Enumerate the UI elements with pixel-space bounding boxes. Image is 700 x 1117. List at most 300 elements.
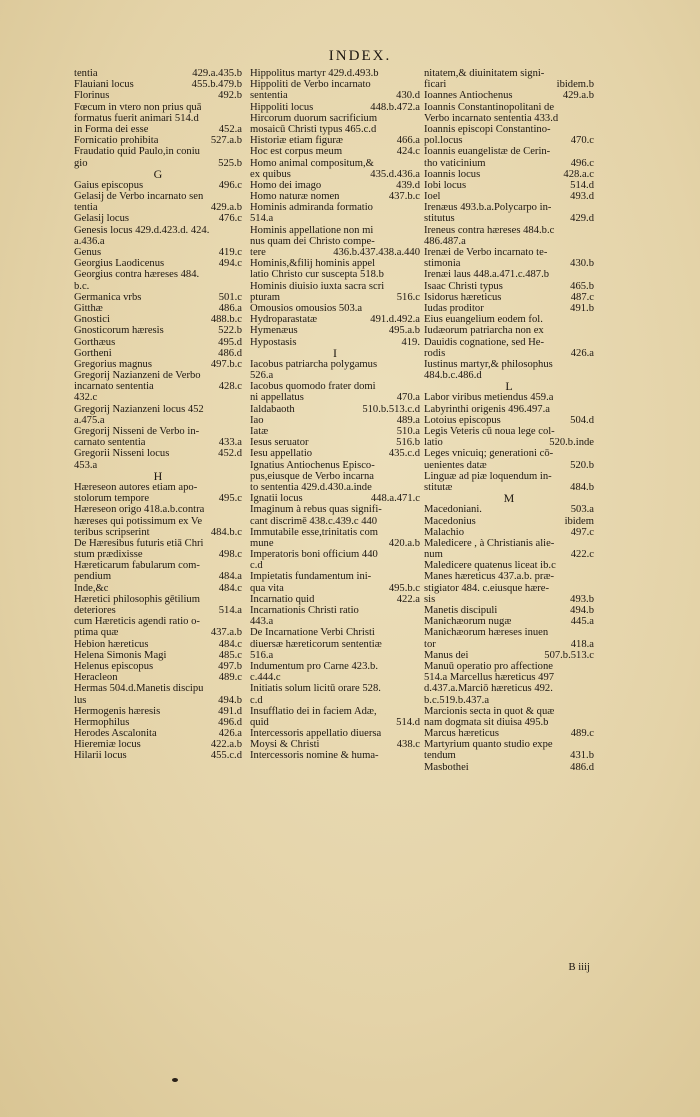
index-entry: Hippoliti de Verbo incarnato — [250, 79, 371, 91]
index-line — [424, 605, 594, 616]
index-entry: Fraudatio quid Paulo,in coniu — [74, 146, 200, 158]
index-entry: lus — [74, 694, 87, 706]
index-entry: Hoc est corpus meum — [250, 146, 343, 158]
index-entry: Gelasij locus — [74, 213, 130, 225]
page-reference: 496.d — [218, 716, 242, 728]
index-line — [424, 639, 594, 650]
index-line — [74, 739, 242, 750]
index-line — [74, 146, 242, 157]
index-entry: Homo animal compositum,& — [250, 157, 374, 169]
index-line — [424, 627, 594, 638]
index-entry: Legis Veteris cū noua lege col- — [424, 426, 555, 437]
index-entry: Iesus seruator — [250, 437, 309, 449]
index-entry: Iudæorum patriarcha non ex — [424, 325, 544, 337]
index-entry: Herodes Ascalonita — [74, 728, 157, 740]
index-entry: tor — [424, 638, 436, 650]
index-line — [74, 717, 242, 728]
index-line — [424, 560, 594, 571]
index-entry: De Hæresibus futuris etiā Chri — [74, 537, 204, 549]
index-line — [250, 225, 420, 236]
index-column-3 — [424, 68, 594, 773]
page-reference: 435.d.436.a — [370, 168, 420, 180]
index-line — [250, 426, 420, 437]
index-line — [250, 146, 420, 157]
index-entry: Ioannis episcopi Constantino- — [424, 123, 551, 135]
index-entry: Fœcum in vtero non prius quā — [74, 101, 202, 113]
index-line — [74, 213, 242, 224]
index-line — [424, 146, 594, 157]
section-letter: M — [503, 493, 515, 505]
index-entry: Ireneus contra hæreses 484.b.c — [424, 224, 555, 236]
index-line — [74, 113, 242, 124]
index-line — [74, 359, 242, 370]
index-entry: pol.locus — [424, 135, 463, 147]
index-entry: diuersæ hæreticorum sententiæ — [250, 638, 382, 650]
page-reference: 488.b.c — [210, 314, 242, 326]
index-line — [250, 314, 420, 325]
index-entry: Iacobus quomodo frater domi — [250, 381, 376, 393]
index-entry: tere — [250, 247, 266, 258]
page-reference: 514.a — [218, 605, 242, 616]
index-line — [74, 404, 242, 415]
index-line — [424, 90, 594, 101]
index-line — [74, 258, 242, 269]
index-line — [250, 460, 420, 471]
page-reference: 507.b.513.c — [544, 649, 594, 661]
index-entry: stitutæ — [424, 481, 453, 493]
index-line — [250, 728, 420, 739]
index-entry: 453.a — [74, 459, 98, 471]
index-line — [424, 191, 594, 202]
index-line — [74, 337, 242, 348]
index-entry: Masbothei — [424, 761, 469, 773]
index-line — [424, 158, 594, 169]
index-line — [74, 325, 242, 336]
page-reference: 486.d — [570, 761, 594, 773]
index-entry: Dauidis cognatione, sed He- — [424, 336, 545, 348]
index-entry: Gortheni — [74, 347, 112, 359]
index-entry: latio — [424, 437, 443, 449]
page-reference: 525.b — [218, 157, 242, 169]
index-line — [250, 650, 420, 661]
index-line — [250, 169, 420, 180]
index-line — [424, 225, 594, 236]
index-entry: to sententia 429.d.430.a.inde — [250, 481, 372, 493]
index-line — [424, 113, 594, 124]
index-line — [74, 650, 242, 661]
index-line — [250, 247, 420, 258]
page-reference: 495.c — [218, 493, 242, 505]
index-line — [74, 415, 242, 426]
index-line — [74, 728, 242, 739]
index-line — [74, 493, 242, 504]
index-entry: Manetis discipuli — [424, 605, 498, 616]
page-reference: 433.a — [218, 437, 242, 449]
page-reference: 426.a — [218, 728, 242, 740]
index-line — [74, 627, 242, 638]
index-entry: 486.487.a — [424, 235, 466, 247]
index-line — [250, 437, 420, 448]
index-entry: c.444.c — [250, 672, 281, 684]
page-reference: 420.a.b — [388, 537, 420, 549]
index-line — [424, 213, 594, 224]
index-entry: Hominis admiranda formatio — [250, 202, 373, 214]
index-entry: Manes hæreticus 437.a.b. præ- — [424, 571, 555, 583]
index-entry: Hæreticarum fabularum com- — [74, 560, 200, 572]
index-entry: Germanica vrbs — [74, 291, 142, 303]
page-reference: 484.c — [218, 638, 242, 650]
index-line — [424, 460, 594, 471]
index-line — [250, 359, 420, 370]
index-line — [250, 102, 420, 113]
page-reference: 484.b — [570, 481, 594, 493]
page-reference: 494.b — [218, 694, 242, 706]
index-line — [424, 269, 594, 280]
index-line — [74, 538, 242, 549]
page-reference: 424.c — [396, 146, 420, 158]
index-line — [250, 750, 420, 761]
index-line — [250, 516, 420, 527]
index-entry: pus,eiusque de Verbo incarna — [250, 470, 374, 482]
page-reference: 470.c — [570, 135, 594, 147]
index-entry: ptima quæ — [74, 627, 119, 639]
index-line — [74, 594, 242, 605]
page-reference: 419. — [401, 336, 420, 348]
page-reference: 466.a — [396, 135, 420, 147]
page-reference: 487.c — [570, 291, 594, 303]
index-line — [250, 381, 420, 392]
page-reference: 484.a — [218, 571, 242, 583]
index-line — [424, 538, 594, 549]
index-line — [250, 281, 420, 292]
index-column-1 — [74, 68, 242, 762]
index-line — [424, 247, 594, 258]
index-entry: Gitthæ — [74, 302, 103, 314]
index-entry: num — [424, 549, 443, 561]
index-line — [250, 639, 420, 650]
index-line — [250, 124, 420, 135]
index-column-2 — [250, 68, 420, 762]
index-line — [250, 269, 420, 280]
index-line — [424, 325, 594, 336]
page-reference: 510.a — [396, 426, 420, 437]
index-line — [424, 370, 594, 381]
index-entry: Hippolitus martyr 429.d.493.b — [250, 68, 379, 79]
index-line — [74, 549, 242, 560]
index-line — [250, 583, 420, 594]
index-entry: 443.a — [250, 616, 274, 628]
index-entry: a.436.a — [74, 235, 105, 247]
index-line — [424, 616, 594, 627]
page-reference: 428.c — [218, 381, 242, 393]
index-line — [424, 258, 594, 269]
index-entry: Irenæi de Verbo incarnato te- — [424, 247, 548, 258]
page-reference: 516.c — [396, 291, 420, 303]
index-entry: Impietatis fundamentum ini- — [250, 571, 372, 583]
index-entry: d.437.a.Marciō hæreticus 492. — [424, 683, 553, 695]
index-line — [424, 292, 594, 303]
index-line — [74, 605, 242, 616]
page-reference: 485.c — [218, 649, 242, 661]
index-line — [424, 314, 594, 325]
index-line — [250, 695, 420, 706]
index-entry: Hypostasis — [250, 336, 297, 348]
index-entry: formatus fuerit animari 514.d — [74, 112, 199, 124]
index-entry: Immutabile esse,trinitatis com — [250, 526, 378, 538]
index-line — [424, 516, 594, 527]
index-line — [250, 706, 420, 717]
index-entry: Manichæorum hæreses inuen — [424, 627, 549, 639]
page-reference: 486.a — [218, 302, 242, 314]
index-entry: Florinus — [74, 90, 110, 102]
index-line — [424, 549, 594, 560]
index-entry: cum Hæreticis agendi ratio o- — [74, 616, 200, 628]
index-line — [424, 672, 594, 683]
index-line — [424, 527, 594, 538]
page-reference: 489.c — [570, 728, 594, 740]
index-line — [424, 281, 594, 292]
index-line — [74, 437, 242, 448]
index-entry: Gregorij Nazianzeni de Verbo — [74, 370, 201, 382]
index-entry: Hippoliti locus — [250, 101, 314, 113]
page-reference: 493.d — [570, 191, 594, 203]
index-line — [74, 269, 242, 280]
index-entry: Eius euangelium eodem fol. — [424, 314, 543, 326]
index-entry: Manus dei — [424, 649, 469, 661]
index-entry: Imperatoris boni officium 440 — [250, 549, 378, 561]
index-line — [250, 113, 420, 124]
page-reference: 501.c — [218, 291, 242, 303]
index-entry: Fornicatio prohibita — [74, 135, 159, 147]
page-reference: 496.c — [218, 179, 242, 191]
index-line — [250, 482, 420, 493]
index-line — [250, 739, 420, 750]
index-entry: Helenus episcopus — [74, 660, 154, 672]
page-reference: 495.d — [218, 336, 242, 348]
index-entry: Hominis,&filij hominis appel — [250, 258, 376, 270]
index-line — [250, 303, 420, 314]
index-entry: Homo naturæ nomen — [250, 191, 340, 203]
index-entry: pturam — [250, 291, 281, 303]
section-letter: I — [333, 347, 337, 359]
index-line — [250, 325, 420, 336]
index-entry: tho vaticinium — [424, 157, 486, 169]
page-reference: 514.d — [570, 179, 594, 191]
page-reference: 514.d — [396, 716, 420, 728]
index-line — [74, 348, 242, 359]
index-entry: Ignatii locus — [250, 493, 303, 505]
index-entry: Macedonius — [424, 515, 476, 527]
index-line — [250, 471, 420, 482]
index-entry: stum prædixisse — [74, 549, 143, 561]
index-line — [424, 717, 594, 728]
index-line — [74, 448, 242, 459]
page-reference: 510.b.513.c.d — [362, 403, 420, 415]
index-entry: Gregorius magnus — [74, 358, 152, 370]
page-reference: 452.a — [218, 123, 242, 135]
index-entry: uenientes datæ — [424, 459, 487, 471]
page-reference: 520.b.inde — [549, 437, 594, 449]
index-entry: Maledicere quatenus liceat ib.c — [424, 560, 556, 572]
section-letter: G — [153, 168, 163, 180]
index-line — [424, 594, 594, 605]
index-entry: Marcionis secta in quot & quæ — [424, 705, 555, 717]
page-reference: 435.c.d — [388, 448, 420, 460]
index-line — [74, 504, 242, 515]
index-line — [424, 437, 594, 448]
index-line — [250, 79, 420, 90]
index-entry: qua vita — [250, 582, 284, 594]
index-entry: ex quibus — [250, 168, 291, 180]
index-entry: 432.c — [74, 392, 98, 404]
index-line — [74, 202, 242, 213]
index-entry: Hymenæus — [250, 325, 298, 337]
index-line — [250, 683, 420, 694]
page-reference: 422.a — [396, 593, 420, 605]
index-entry: Irenæus 493.b.a.Polycarpo in- — [424, 202, 552, 214]
index-entry: Marcus hæreticus — [424, 728, 500, 740]
index-entry: nus quam dei Christo compe- — [250, 235, 375, 247]
index-line — [250, 337, 420, 348]
index-entry: carnato sententia — [74, 437, 146, 449]
index-entry: sis — [424, 593, 436, 605]
index-entry: Gorthæus — [74, 336, 116, 348]
index-entry: Hilarii locus — [74, 750, 127, 762]
index-line — [250, 571, 420, 582]
index-line — [74, 381, 242, 392]
index-line — [424, 448, 594, 459]
index-line — [250, 448, 420, 459]
page-reference: 431.b — [570, 750, 594, 762]
index-line — [250, 672, 420, 683]
index-entry: Historiæ etiam figuræ — [250, 135, 343, 147]
signature-mark: B iiij — [568, 962, 590, 973]
index-entry: Georgius Laodicenus — [74, 258, 165, 270]
index-line — [424, 695, 594, 706]
index-entry: Ignatius Antiochenus Episco- — [250, 459, 375, 471]
page-reference: 503.a — [570, 504, 594, 516]
page-reference: 448.b.472.a — [370, 101, 420, 113]
index-line — [424, 381, 594, 392]
index-line — [424, 79, 594, 90]
index-entry: Iatæ — [250, 426, 269, 437]
index-line — [74, 471, 242, 482]
index-line — [250, 560, 420, 571]
index-entry: Macedoniani. — [424, 504, 482, 516]
index-entry: Hermogenis hæresis — [74, 705, 161, 717]
index-line — [74, 225, 242, 236]
index-line — [424, 583, 594, 594]
page-reference: 494.b — [570, 605, 594, 616]
index-entry: cant discrimē 438.c.439.c 440 — [250, 515, 378, 527]
page-reference: 429.a.b — [562, 90, 594, 102]
index-line — [250, 202, 420, 213]
page-reference: 497.c — [570, 526, 594, 538]
index-line — [250, 213, 420, 224]
index-line — [74, 68, 242, 79]
index-entry: Inde,&c — [74, 582, 109, 594]
page-title: INDEX. — [328, 48, 392, 64]
index-line — [74, 695, 242, 706]
index-line — [424, 493, 594, 504]
index-line — [250, 538, 420, 549]
index-entry: Georgius contra hæreses 484. — [74, 269, 200, 281]
index-entry: 514.a — [250, 213, 274, 225]
index-entry: hæreses qui potissimum ex Ve — [74, 515, 203, 527]
index-entry: 514.a Marcellus hæreticus 497 — [424, 672, 555, 684]
index-entry: ni appellatus — [250, 392, 304, 404]
page-reference: 429.a.b — [210, 202, 242, 214]
index-line — [250, 370, 420, 381]
index-line — [250, 348, 420, 359]
index-entry: gio — [74, 157, 88, 169]
index-entry: Gelasij de Verbo incarnato sen — [74, 191, 204, 203]
index-entry: Hircorum duorum sacrificium — [250, 112, 378, 124]
index-entry: Manuū operatio pro affectione — [424, 660, 553, 672]
page-reference: 493.b — [570, 593, 594, 605]
index-entry: Hermophilus — [74, 716, 130, 728]
index-entry: Hominis appellatione non mi — [250, 224, 374, 236]
index-line — [250, 135, 420, 146]
page-reference: 445.a — [570, 616, 594, 628]
index-line — [74, 247, 242, 258]
index-entry: Heracleon — [74, 672, 118, 684]
index-line — [74, 392, 242, 403]
index-entry: Initiatis solum licitū orare 528. — [250, 683, 381, 695]
page-reference: 497.b.c — [210, 358, 242, 370]
index-entry: Hebion hæreticus — [74, 638, 149, 650]
index-entry: tentia — [74, 68, 98, 79]
index-entry: Moysi & Christi — [250, 739, 320, 751]
index-line — [424, 471, 594, 482]
index-line — [74, 303, 242, 314]
index-entry: Iobi locus — [424, 179, 467, 191]
page-reference: 436.b.437.438.a.440 — [333, 247, 420, 258]
index-entry: Gregorij Nisseni de Verbo in- — [74, 426, 200, 437]
index-line — [74, 135, 242, 146]
index-line — [250, 180, 420, 191]
index-entry: Gregorij Nazianzeni locus 452 — [74, 403, 204, 415]
index-line — [74, 281, 242, 292]
page-reference: 484.c — [218, 582, 242, 594]
index-entry: b.c. — [74, 280, 90, 292]
index-entry: c.d — [250, 560, 263, 572]
index-line — [250, 292, 420, 303]
index-line — [250, 661, 420, 672]
page-reference: 470.a — [396, 392, 420, 404]
index-line — [424, 426, 594, 437]
index-line — [424, 202, 594, 213]
index-entry: Iudas proditor — [424, 302, 484, 314]
page-reference: 516.b — [396, 437, 420, 449]
page-reference: 495.b.c — [388, 582, 420, 594]
index-entry: Homo dei imago — [250, 179, 322, 191]
index-entry: stimonia — [424, 258, 461, 270]
index-line — [250, 392, 420, 403]
index-line — [250, 605, 420, 616]
index-entry: Insufflatio dei in faciem Adæ, — [250, 705, 377, 717]
page-reference: 492.b — [218, 90, 242, 102]
index-line — [250, 68, 420, 79]
index-entry: De Incarnatione Verbi Christi — [250, 627, 375, 639]
index-line — [250, 90, 420, 101]
index-line — [250, 158, 420, 169]
index-entry: Iacobus patriarcha polygamus — [250, 358, 378, 370]
index-entry: Iao — [250, 414, 264, 426]
page-reference: 429.a.435.b — [192, 68, 242, 79]
index-line — [74, 616, 242, 627]
page-reference: 520.b — [570, 459, 594, 471]
